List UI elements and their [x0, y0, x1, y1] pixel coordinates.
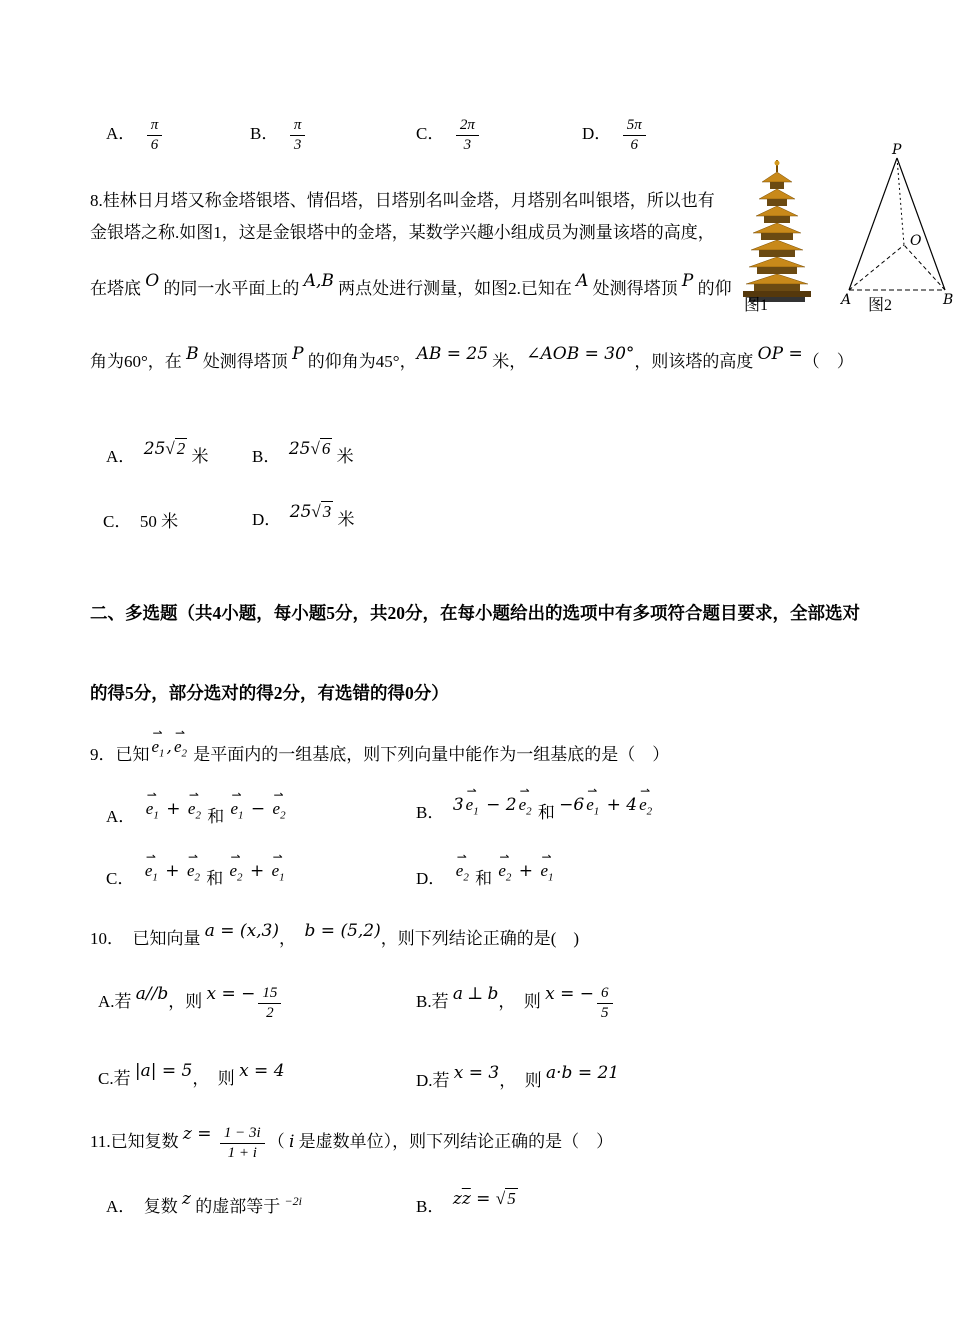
figure2-caption: 图2 [868, 297, 893, 314]
q8-option-a: A． 25√ 2 米 [106, 439, 209, 466]
q8-text-line-3: 在塔底 O 的同一水平面上的 A,B 两点处进行测量，如图2.已知在 A 处测得塔顶 P 的仰 [90, 271, 732, 298]
q7-option-a: A． $\frac{\pi}{6}$ [106, 116, 165, 155]
vertex-label-o: O [910, 233, 922, 249]
triangle-diagram [841, 142, 953, 308]
figure1-caption: 图1 [744, 297, 769, 314]
vertex-label-a: A [841, 292, 852, 308]
q8-option-c: C． 50 米 [103, 512, 179, 531]
q9-option-d: D． ⇀ $e_2$ 和 ⇀ $e_2$ + ⇀ $e_1$ [416, 864, 555, 889]
q10-option-c: C.若 |a| = 5， 则 x = 4 [98, 1061, 285, 1088]
q10-option-d: D.若 x = 3， 则 a·b = 21 [416, 1063, 620, 1090]
q8-text-line-4: 角为60°，在 B 处测得塔顶 P 的仰角为45°，AB = 25 米，∠AOB = 30°，则该塔的高度 OP =（ ） [90, 344, 854, 371]
q7-option-c: C． $\frac{2\pi}{3}$ [416, 116, 482, 155]
q10-option-a: A.若 a//b，则 x = − $\frac{15}{2}$ [98, 984, 284, 1023]
q11-option-b: B． $z\overline{z}$ = √ 5 [416, 1189, 516, 1216]
vertex-label-p: P [892, 142, 902, 158]
q9-option-a: A． ⇀ $e_1$ + ⇀ $e_2$ 和 ⇀ $e_1$ − ⇀ $e_2$ [106, 802, 288, 827]
q11-stem: 11.已知复数 z = $\frac{1 - 3i}{1 + i}$ （ i 是虚数单位），则下列结论正确的是（ ） [90, 1124, 614, 1161]
q8-option-d: D． 25√ 3 米 [252, 502, 355, 529]
pagoda-figure [720, 138, 817, 331]
section2-header-line-1: 二、多选题（共4小题，每小题5分，共20分，在每小题给出的选项中有多项符合题目要求，全部选对 [90, 603, 860, 623]
q8-text-line-1: 8.桂林日月塔又称金塔银塔、情侣塔，日塔别名叫金塔，月塔别名叫银塔，所以也有 [90, 191, 715, 210]
q9-option-b: B． 3 ⇀ $e_1 - 2$ ⇀ $e_2$ 和 −6 ⇀ $e_1 + 4$ ⇀ $e_2$ [416, 798, 654, 823]
q8-option-b: B． 25√ 6 米 [252, 439, 354, 466]
pagoda-illustration [737, 158, 817, 306]
q9-option-c: C． ⇀ $e_1$ + ⇀ $e_2$ 和 ⇀ $e_2$ + ⇀ $e_1$ [106, 864, 287, 889]
q11-option-a: A． 复数 z 的虚部等于 $^{-2i}$ [106, 1189, 302, 1216]
q9-stem: 9．已知 ⇀ $e_1$ , ⇀ $e_2$ 是平面内的一组基底，则下列向量中能作为一组基底的是（ ） [90, 740, 669, 765]
vertex-label-b: B [943, 292, 953, 308]
q7-option-d: D． $\frac{5\pi}{6}$ [582, 116, 649, 155]
q7-option-b: B． $\frac{\pi}{3}$ [250, 116, 308, 155]
q8-text-line-2: 金银塔之称.如图1，这是金银塔中的金塔，某数学兴趣小组成员为测量该塔的高度， [90, 223, 715, 242]
section2-header-line-2: 的得5分，部分选对的得2分，有选错的得0分） [90, 683, 449, 703]
q10-option-b: B.若 a ⊥ b， 则 x = − $\frac{6}{5}$ [416, 984, 616, 1023]
q10-stem: 10． 已知向量 a = (x,3)， b = (5,2)，则下列结论正确的是( ) [90, 921, 580, 948]
